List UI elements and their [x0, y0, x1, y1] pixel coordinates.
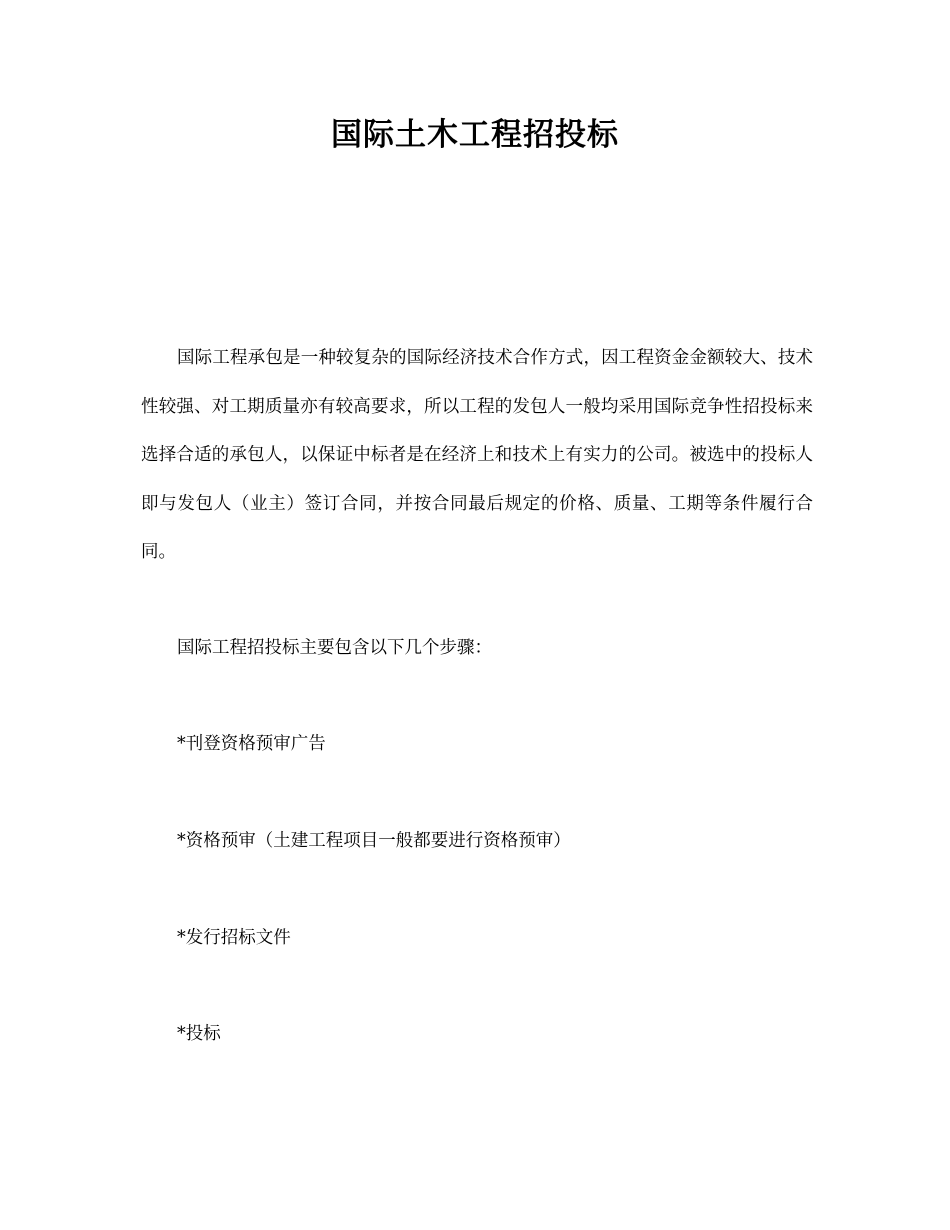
steps-intro: 国际工程招投标主要包含以下几个步骤： — [177, 638, 492, 658]
step-item: *资格预审（土建工程项目一般都要进行资格预审） — [177, 831, 571, 851]
step-item: *发行招标文件 — [177, 928, 291, 948]
document-title: 国际土木工程招投标 — [331, 117, 619, 153]
intro-paragraph: 国际工程承包是一种较复杂的国际经济技术合作方式，因工程资金金额较大、技术性较强、对工期质量亦有较高要求，所以工程的发包人一般均采用国际竞争性招投标来选择合适的承包人，以保证中标者是在经济上和技术上有实力的公司。被选中的投标人即与发包人（业主）签订合同，并按合同最后规定的价格、质量、工期等条件履行合同。 — [141, 348, 813, 562]
step-item: *投标 — [177, 1024, 221, 1044]
step-item: *刊登资格预审广告 — [177, 734, 326, 754]
